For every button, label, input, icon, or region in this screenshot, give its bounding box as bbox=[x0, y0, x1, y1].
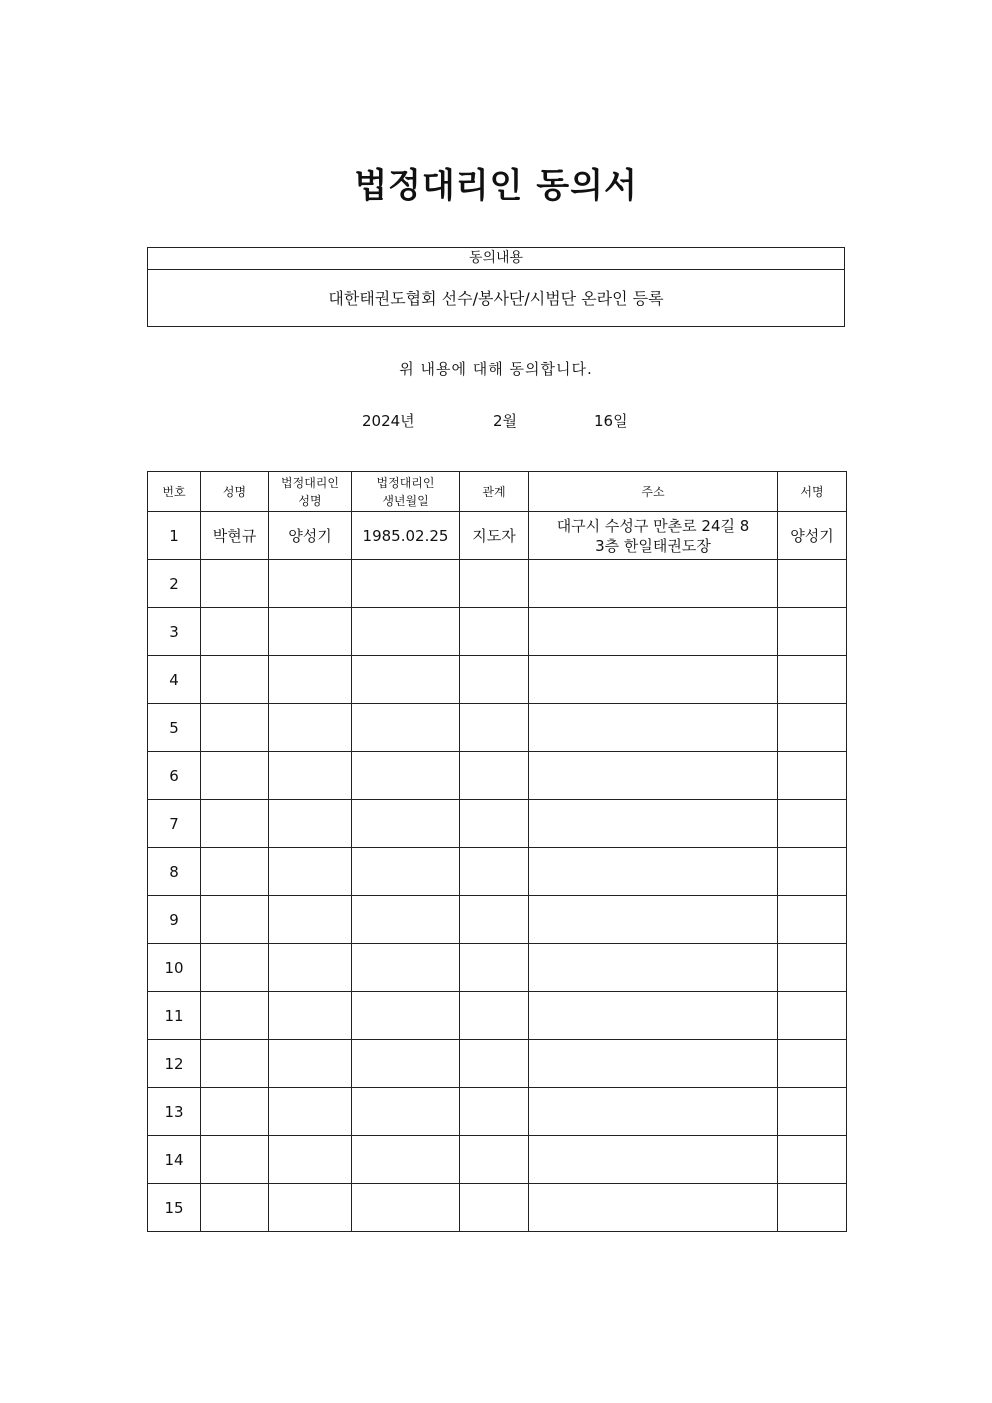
cell-guardian-birth bbox=[352, 1088, 460, 1136]
cell-address bbox=[529, 560, 778, 608]
cell-guardian-birth bbox=[352, 608, 460, 656]
cell-number: 3 bbox=[148, 608, 201, 656]
cell-name bbox=[201, 1184, 269, 1232]
table-row bbox=[148, 656, 847, 704]
cell-relation bbox=[460, 560, 529, 608]
cell-guardian-name bbox=[269, 1088, 352, 1136]
header-guardian-name-line1: 법정대리인 bbox=[281, 475, 339, 490]
cell-guardian-birth bbox=[352, 992, 460, 1040]
cell-name: 박현규 bbox=[201, 512, 269, 560]
cell-name bbox=[201, 608, 269, 656]
cell-relation bbox=[460, 1040, 529, 1088]
cell-guardian-birth bbox=[352, 752, 460, 800]
cell-guardian-name bbox=[269, 752, 352, 800]
cell-relation: 지도자 bbox=[460, 512, 529, 560]
table-row bbox=[148, 560, 847, 608]
table-row bbox=[148, 896, 847, 944]
header-guardian-name bbox=[269, 472, 352, 512]
cell-name bbox=[201, 1088, 269, 1136]
cell-address bbox=[529, 896, 778, 944]
cell-number: 13 bbox=[148, 1088, 201, 1136]
cell-guardian-birth bbox=[352, 896, 460, 944]
table-row bbox=[148, 1088, 847, 1136]
cell-guardian-name bbox=[269, 944, 352, 992]
cell-name bbox=[201, 656, 269, 704]
cell-relation bbox=[460, 992, 529, 1040]
cell-address bbox=[529, 752, 778, 800]
cell-address bbox=[529, 704, 778, 752]
cell-name bbox=[201, 800, 269, 848]
table-row bbox=[148, 752, 847, 800]
cell-signature bbox=[778, 1088, 847, 1136]
address-line2: 3층 한일태권도장 bbox=[595, 536, 711, 555]
cell-guardian-name bbox=[269, 1136, 352, 1184]
table-row bbox=[148, 1136, 847, 1184]
cell-number: 10 bbox=[148, 944, 201, 992]
cell-name bbox=[201, 1136, 269, 1184]
cell-name bbox=[201, 944, 269, 992]
cell-guardian-name bbox=[269, 656, 352, 704]
cell-address bbox=[529, 1088, 778, 1136]
cell-guardian-birth bbox=[352, 800, 460, 848]
table-row bbox=[148, 1184, 847, 1232]
table-row bbox=[148, 608, 847, 656]
table-row bbox=[148, 848, 847, 896]
cell-name bbox=[201, 848, 269, 896]
cell-relation bbox=[460, 1184, 529, 1232]
table-row bbox=[148, 1040, 847, 1088]
cell-signature bbox=[778, 752, 847, 800]
document-title: 법정대리인 동의서 bbox=[354, 166, 638, 206]
cell-relation bbox=[460, 896, 529, 944]
cell-address bbox=[529, 944, 778, 992]
cell-guardian-birth bbox=[352, 1136, 460, 1184]
cell-signature bbox=[778, 656, 847, 704]
cell-guardian-birth bbox=[352, 944, 460, 992]
cell-number: 7 bbox=[148, 800, 201, 848]
cell-number: 14 bbox=[148, 1136, 201, 1184]
table-row bbox=[148, 944, 847, 992]
cell-signature bbox=[778, 1040, 847, 1088]
cell-guardian-birth bbox=[352, 1040, 460, 1088]
cell-relation bbox=[460, 848, 529, 896]
cell-signature bbox=[778, 560, 847, 608]
cell-signature bbox=[778, 608, 847, 656]
cell-signature bbox=[778, 800, 847, 848]
cell-guardian-name bbox=[269, 800, 352, 848]
table-row bbox=[148, 704, 847, 752]
cell-relation bbox=[460, 704, 529, 752]
cell-signature bbox=[778, 704, 847, 752]
cell-guardian-birth bbox=[352, 560, 460, 608]
header-relation: 관계 bbox=[460, 472, 529, 512]
date-year: 2024년 bbox=[362, 412, 415, 430]
cell-guardian-name bbox=[269, 848, 352, 896]
cell-relation bbox=[460, 752, 529, 800]
cell-number: 5 bbox=[148, 704, 201, 752]
cell-address bbox=[529, 1040, 778, 1088]
cell-guardian-name bbox=[269, 992, 352, 1040]
cell-number: 9 bbox=[148, 896, 201, 944]
cell-address bbox=[529, 608, 778, 656]
header-number: 번호 bbox=[148, 472, 201, 512]
cell-guardian-birth bbox=[352, 1184, 460, 1232]
cell-name bbox=[201, 752, 269, 800]
cell-name bbox=[201, 1040, 269, 1088]
cell-address bbox=[529, 656, 778, 704]
agreement-statement: 위 내용에 대해 동의합니다. bbox=[399, 360, 593, 378]
cell-relation bbox=[460, 656, 529, 704]
cell-guardian-name: 양성기 bbox=[269, 512, 352, 560]
consent-header: 동의내용 bbox=[148, 248, 844, 270]
header-guardian-birth-line2: 생년월일 bbox=[382, 493, 429, 508]
cell-number: 2 bbox=[148, 560, 201, 608]
cell-guardian-name bbox=[269, 608, 352, 656]
table-row bbox=[148, 512, 847, 560]
cell-guardian-name bbox=[269, 560, 352, 608]
table-header-row bbox=[148, 472, 847, 512]
cell-signature bbox=[778, 896, 847, 944]
cell-name bbox=[201, 560, 269, 608]
consent-box bbox=[147, 247, 845, 327]
cell-guardian-name bbox=[269, 1184, 352, 1232]
cell-address bbox=[529, 1136, 778, 1184]
date-month: 2월 bbox=[493, 412, 518, 430]
header-signature: 서명 bbox=[778, 472, 847, 512]
cell-name bbox=[201, 896, 269, 944]
cell-signature bbox=[778, 1184, 847, 1232]
cell-number: 8 bbox=[148, 848, 201, 896]
cell-guardian-birth bbox=[352, 848, 460, 896]
cell-guardian-name bbox=[269, 896, 352, 944]
cell-number: 6 bbox=[148, 752, 201, 800]
guardian-consent-table bbox=[147, 471, 847, 1232]
cell-guardian-birth bbox=[352, 704, 460, 752]
cell-signature bbox=[778, 1136, 847, 1184]
consent-content: 대한태권도협회 선수/봉사단/시범단 온라인 등록 bbox=[328, 289, 664, 308]
cell-name bbox=[201, 992, 269, 1040]
date-day: 16일 bbox=[594, 412, 628, 430]
cell-number: 11 bbox=[148, 992, 201, 1040]
cell-address bbox=[529, 848, 778, 896]
cell-relation bbox=[460, 1088, 529, 1136]
table-row bbox=[148, 992, 847, 1040]
cell-signature: 양성기 bbox=[778, 512, 847, 560]
header-guardian-birth-line1: 법정대리인 bbox=[376, 475, 435, 490]
address-line1: 대구시 수성구 만촌로 24길 8 bbox=[556, 516, 750, 535]
cell-relation bbox=[460, 1136, 529, 1184]
cell-address bbox=[529, 992, 778, 1040]
cell-name bbox=[201, 704, 269, 752]
header-address: 주소 bbox=[529, 472, 778, 512]
cell-relation bbox=[460, 800, 529, 848]
table-body bbox=[148, 512, 847, 1232]
cell-address bbox=[529, 512, 778, 560]
cell-signature bbox=[778, 992, 847, 1040]
cell-number: 1 bbox=[148, 512, 201, 560]
header-guardian-name-line2: 성명 bbox=[298, 493, 322, 508]
header-name: 성명 bbox=[201, 472, 269, 512]
cell-guardian-birth: 1985.02.25 bbox=[352, 512, 460, 560]
cell-number: 12 bbox=[148, 1040, 201, 1088]
cell-signature bbox=[778, 848, 847, 896]
cell-number: 15 bbox=[148, 1184, 201, 1232]
table-row bbox=[148, 800, 847, 848]
cell-guardian-name bbox=[269, 1040, 352, 1088]
header-guardian-birth bbox=[352, 472, 460, 512]
cell-number: 4 bbox=[148, 656, 201, 704]
cell-relation bbox=[460, 608, 529, 656]
cell-relation bbox=[460, 944, 529, 992]
cell-guardian-name bbox=[269, 704, 352, 752]
cell-guardian-birth bbox=[352, 656, 460, 704]
cell-signature bbox=[778, 944, 847, 992]
cell-address bbox=[529, 1184, 778, 1232]
cell-address bbox=[529, 800, 778, 848]
